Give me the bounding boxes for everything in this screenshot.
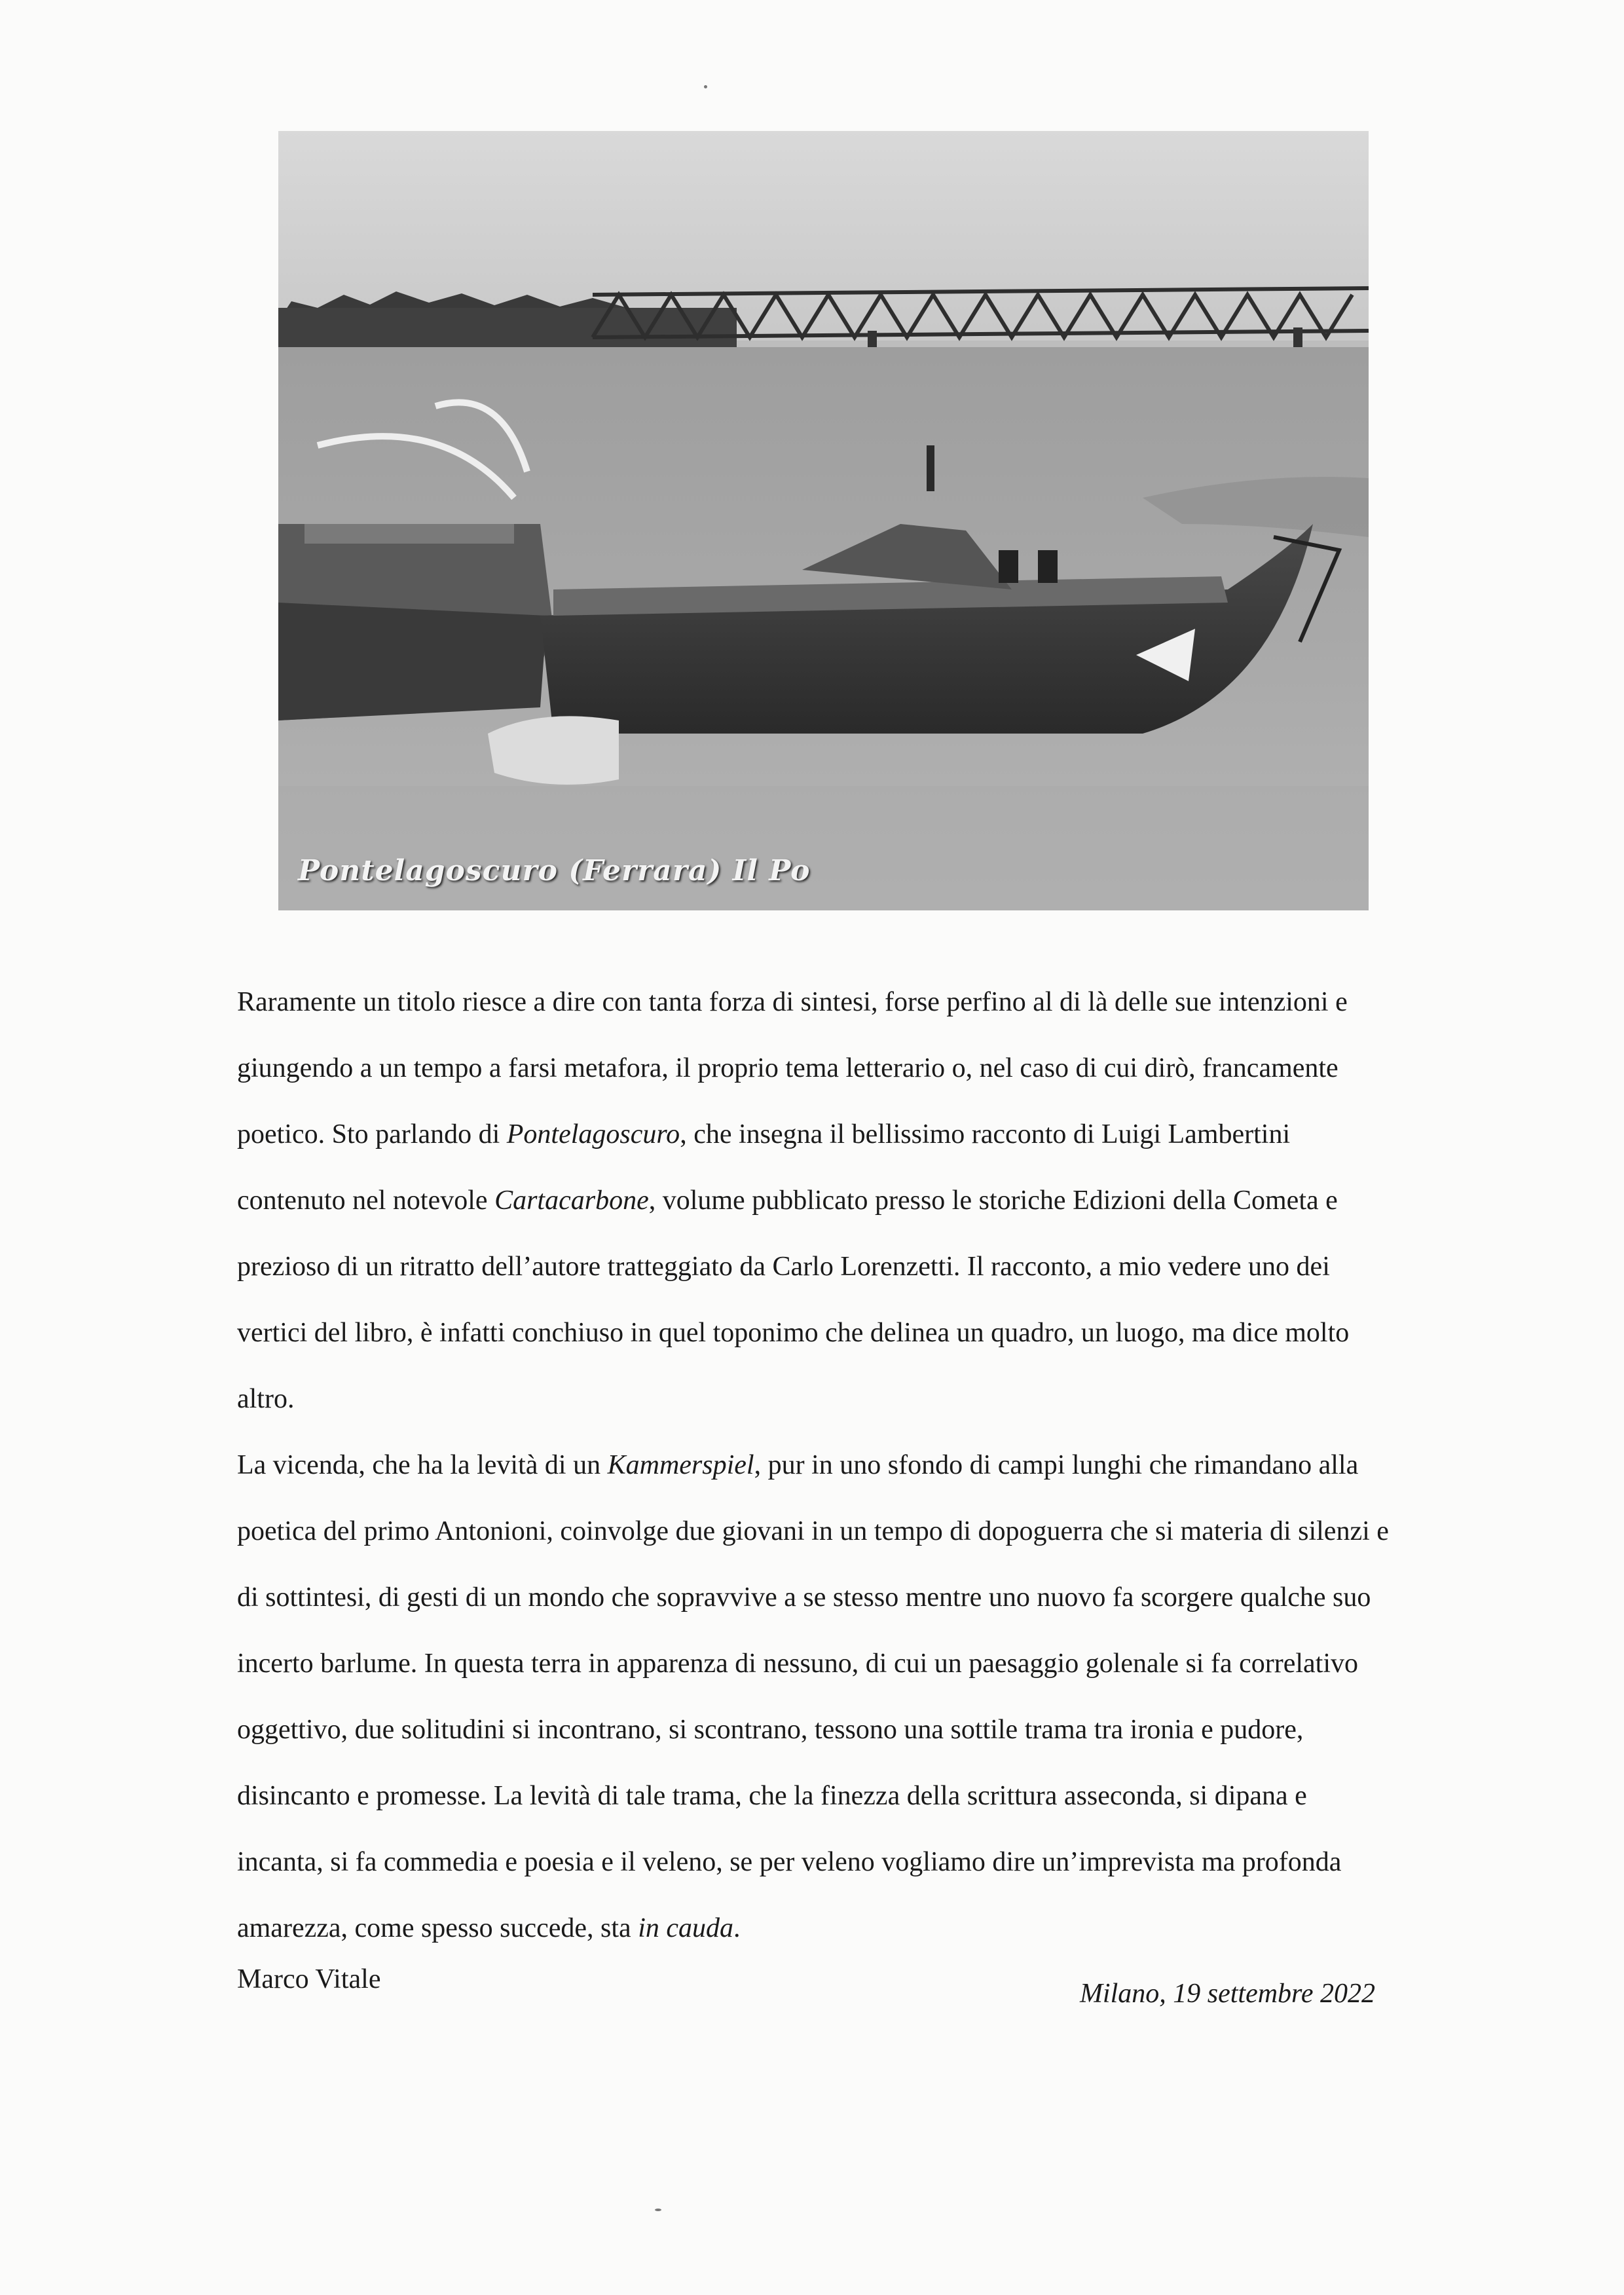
- foreground-water: [278, 786, 1369, 910]
- italic-title: Cartacarbone: [494, 1185, 649, 1216]
- mooring-buoy: [488, 716, 619, 785]
- scan-speck: [655, 2209, 661, 2211]
- italic-title: in cauda: [638, 1913, 734, 1943]
- river-boat-illustration: [278, 131, 1369, 910]
- review-text: [237, 969, 1396, 1962]
- dateline: Milano, 19 settembre 2022: [1079, 1979, 1375, 2009]
- paragraph: La vicenda, che ha la levità di un Kammerspiel, pur in uno sfondo di campi lunghi che rimandano alla poetica del primo Antonioni, coinvolge due giovani in un tempo di dopoguerra che si materia di silenzi e di sottintesi, di gesti di un mondo che sopravvive a se stesso mentre uno nuovo fa scorgere qualche suo incerto barlume. In questa terra in apparenza di nessuno, di cui un paesaggio golenale si fa correlativo oggettivo, due solitudini si incontrano, si scontrano, tessono una sottile trama tra ironia e pudore, disincanto e promesse. La levità di tale trama, che la finezza della scrittura asseconda, si dipana e incanta, si fa commedia e poesia e il veleno, se per veleno vogliamo dire un’imprevista ma profonda amarezza, come spesso succede, sta in cauda.: [237, 1450, 1389, 1943]
- italic-title: Pontelagoscuro: [506, 1119, 680, 1149]
- postcard-caption: Pontelagoscuro (Ferrara) Il Po: [298, 854, 811, 887]
- postcard-photo: [278, 131, 1369, 910]
- italic-title: Kammerspiel: [607, 1450, 754, 1480]
- scan-speck: [704, 85, 707, 88]
- author-signature: Marco Vitale: [237, 1964, 381, 1994]
- paragraph: Raramente un titolo riesce a dire con tanta forza di sintesi, forse perfino al di là delle sue intenzioni e giungendo a un tempo a farsi metafora, il proprio tema letterario o, nel caso di cui dirò, francamente poetico. Sto parlando di Pontelagoscuro, che insegna il bellissimo racconto di Luigi Lambertini contenuto nel notevole Cartacarbone, volume pubblicato presso le storiche Edizioni della Cometa e prezioso di un ritratto dell’autore tratteggiato da Carlo Lorenzetti. Il racconto, a mio vedere uno dei vertici del libro, è infatti conchiuso in quel toponimo che delinea un quadro, un luogo, ma dice molto altro.: [237, 987, 1350, 1414]
- tree-line-base: [278, 308, 737, 347]
- channel-marker: [927, 445, 934, 491]
